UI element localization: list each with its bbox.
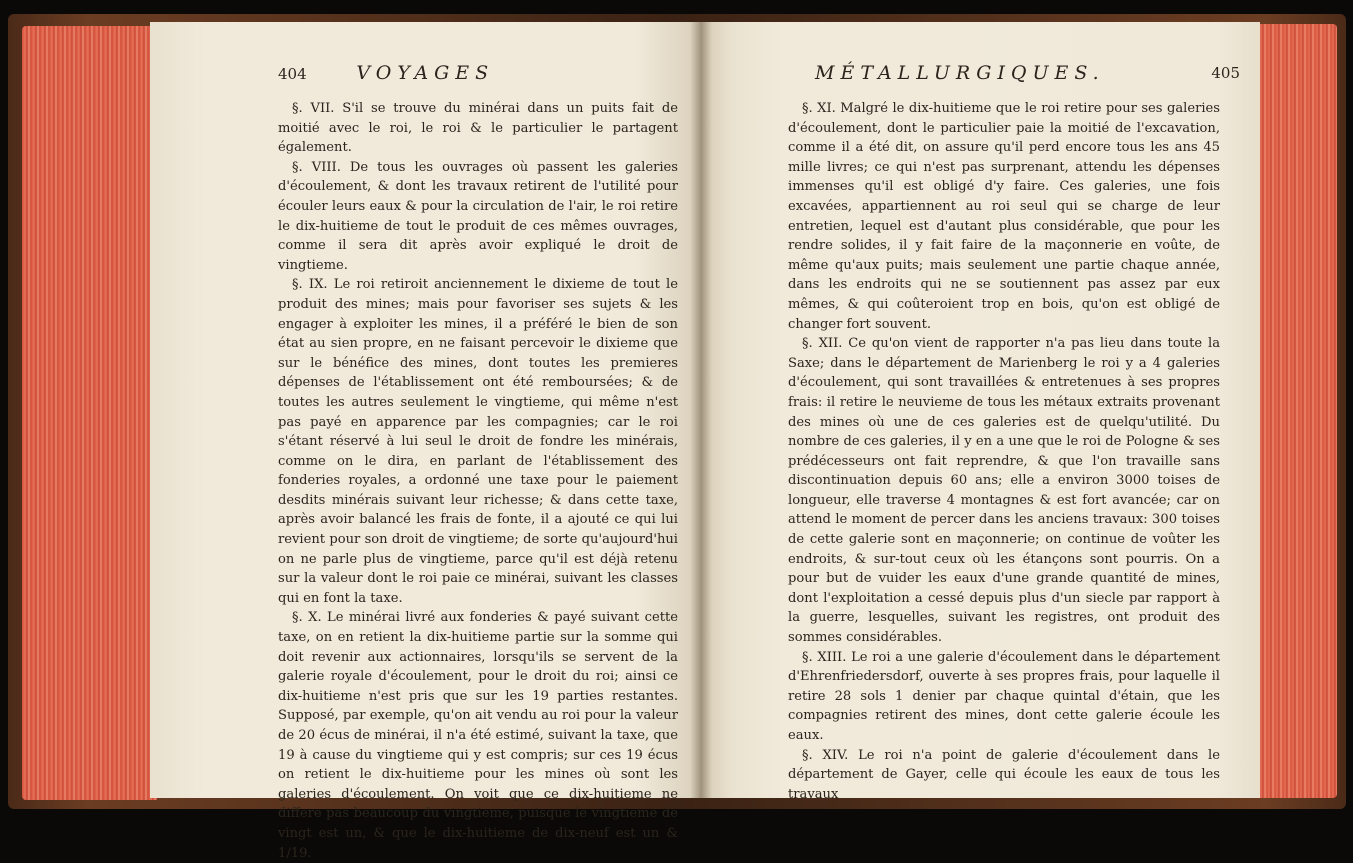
right-page bbox=[700, 22, 1260, 802]
right-page-edges bbox=[1255, 24, 1337, 798]
left-page-body bbox=[278, 99, 678, 863]
paragraph-ix: §. IX. Le roi retiroit anciennement le dixieme de tout le produit des mines; mais pour favoriser ses sujets & les engager à exploiter les mines, il a préféré le bien de son état au sien propre, en ne faisant percevoir le dixieme que sur le bénéfice des mines, dont toutes les premieres dépenses de l'établissement ont été remboursées; & de toutes les autres seulement le vingtieme, qui même n'est pas payé en apparence par les compagnies; car le roi s'étant réservé à lui seul le droit de fondre les minérais, comme on le dira, en parlant de l'établissement des fonderies royales, a ordonné une taxe pour le paiement desdits minérais suivant leur richesse; & dans cette taxe, après avoir balancé les frais de fonte, il a ajouté ce qui lui revient pour son droit de vingtieme; de sorte qu'aujourd'hui on ne parle plus de vingtieme, parce qu'il est déjà retenu sur la valeur dont le roi paie ce minérai, suivant les classes qui en font la taxe. bbox=[278, 277, 678, 606]
left-page bbox=[150, 22, 700, 861]
paragraph-viii: §. VIII. De tous les ouvrages où passent les galeries d'écoulement, & dont les travaux retirent de l'utilité pour écouler leurs eaux & pour la circulation de l'air, le roi retire le dix-huitieme de tout le produit de ces mêmes ouvrages, comme il sera dit après avoir expliqué le droit de vingtieme. bbox=[278, 159, 678, 273]
right-running-title: MÉTALLURGIQUES. bbox=[815, 62, 1105, 84]
left-page-number: 404 bbox=[278, 65, 307, 83]
paragraph-xiii: §. XIII. Le roi a une galerie d'écoulement dans le département d'Ehrenfriedersdorf, ouverte à ses propres frais, pour laquelle il retire 28 sols 1 denier par chaque quintal d'étain, que les compagnies retirent des mines, dont cette galerie écoule les eaux. bbox=[788, 649, 1220, 743]
left-page-edges bbox=[22, 26, 157, 800]
right-page-number: 405 bbox=[1211, 64, 1240, 82]
paragraph-xii: §. XII. Ce qu'on vient de rapporter n'a pas lieu dans toute la Saxe; dans le département de Marienberg le roi y a 4 galeries d'écoulement, qui sont travaillées & entretenues à ses propres frais: il retire le neuvieme de tous les métaux extraits provenant des mines où une de ces galeries est de quelqu'utilité. Du nombre de ces galeries, il y en a une que le roi de Pologne & ses prédécesseurs ont fait reprendre, & que l'on travaille sans discontinuation depuis 60 ans; elle a environ 3000 toises de longueur, elle traverse 4 montagnes & est fort avancée; car on attend le moment de percer dans les anciens travaux: 300 toises de cette galerie sont en maçonnerie; on continue de voûter les endroits, & sur-tout ceux où les étançons sont pourris. On a pour but de vuider les eaux d'une grande quantité de mines, dont l'exploitation a cessé depuis plus d'un siecle par rapport à la guerre, lesquelles, suivant les registres, ont produit des sommes considérables. bbox=[788, 336, 1220, 646]
left-running-title: VOYAGES bbox=[356, 62, 495, 84]
book-gutter bbox=[690, 22, 712, 798]
left-page-header bbox=[278, 62, 678, 88]
paragraph-xi: §. XI. Malgré le dix-huitieme que le roi retire pour ses galeries d'écoulement, dont le particulier paie la moitié de l'excavation, comme il a été dit, on assure qu'il perd encore tous les ans 45 mille livres; ce qui n'est pas surprenant, attendu les dépenses immenses qu'il est obligé d'y faire. Ces galeries, une fois excavées, appartiennent au roi seul qui se charge de leur entretien, lequel est d'autant plus considérable, que pour les rendre solides, il y fait faire de la maçonnerie en voûte, de même qu'aux puits; mais seulement une partie chaque année, dans les endroits qui ne se soutiennent pas assez par eux mêmes, & qui coûteroient trop en bois, qu'on est obligé de changer fort souvent. bbox=[788, 101, 1220, 332]
right-page-body bbox=[788, 99, 1220, 804]
paragraph-vii: §. VII. S'il se trouve du minérai dans un puits fait de moitié avec le roi, le roi & le particulier le partagent également. bbox=[278, 101, 678, 156]
paragraph-xiv: §. XIV. Le roi n'a point de galerie d'écoulement dans le département de Gayer, celle qui écoule les eaux de tous les travaux bbox=[788, 747, 1220, 802]
paragraph-x: §. X. Le minérai livré aux fonderies & payé suivant cette taxe, on en retient la dix-huitieme partie sur la somme qui doit revenir aux actionnaires, lorsqu'ils se servent de la galerie royale d'écoulement, pour le droit du roi; ainsi ce dix-huitieme n'est pris que sur les 19 parties restantes. Supposé, par exemple, qu'on ait vendu au roi pour la valeur de 20 écus de minérai, il n'a été estimé, suivant la taxe, que 19 à cause du vingtieme qui y est compris; sur ces 19 écus on retient le dix-huitieme pour les mines où sont les galeries d'écoulement. On voit que ce dix-huitieme ne differe pas beaucoup du vingtieme, puisque le vingtieme de vingt est un, & que le dix-huitieme de dix-neuf est un & 1/19. bbox=[278, 610, 678, 861]
right-page-header bbox=[815, 62, 1240, 88]
